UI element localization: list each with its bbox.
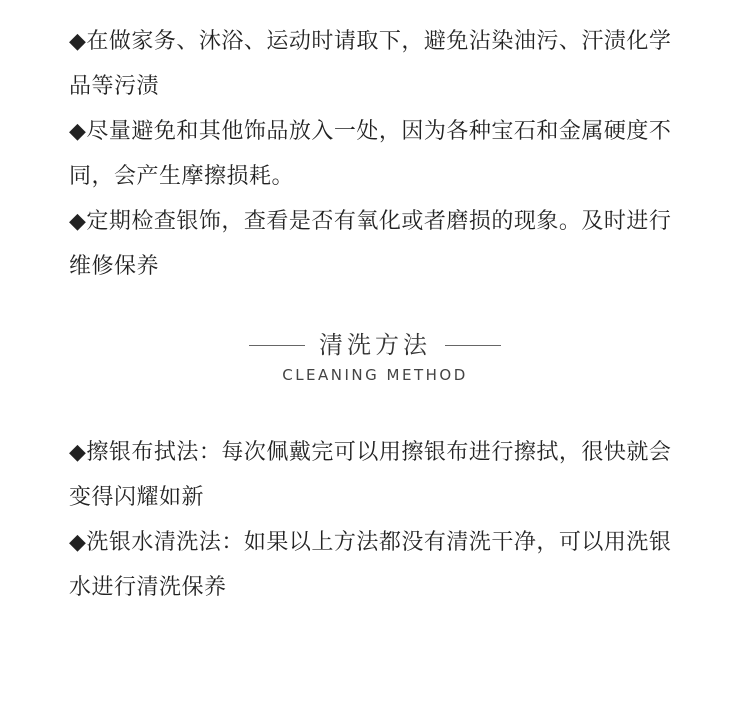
- heading-left-rule: [249, 345, 305, 346]
- care-tip-item: ◆尽量避免和其他饰品放入一处，因为各种宝石和金属硬度不同，会产生摩擦损耗。: [69, 119, 672, 189]
- care-tips-list: [69, 19, 689, 289]
- section-title-zh: 清洗方法: [319, 331, 431, 359]
- section-title-en: CLEANING METHOD: [282, 366, 468, 384]
- care-tip-item: ◆定期检查银饰，查看是否有氧化或者磨损的现象。及时进行维修保养: [69, 209, 672, 279]
- cleaning-methods-list: [69, 430, 689, 610]
- section-heading-row: [0, 322, 750, 368]
- cleaning-method-item: ◆洗银水清洗法：如果以上方法都没有清洗干净，可以用洗银水进行清洗保养: [69, 530, 672, 600]
- care-tip-item: ◆在做家务、沐浴、运动时请取下，避免沾染油污、汗渍化学品等污渍: [69, 29, 672, 99]
- cleaning-method-item: ◆擦银布拭法：每次佩戴完可以用擦银布进行擦拭，很快就会变得闪耀如新: [69, 440, 672, 510]
- section-heading: [0, 322, 750, 385]
- heading-right-rule: [445, 345, 501, 346]
